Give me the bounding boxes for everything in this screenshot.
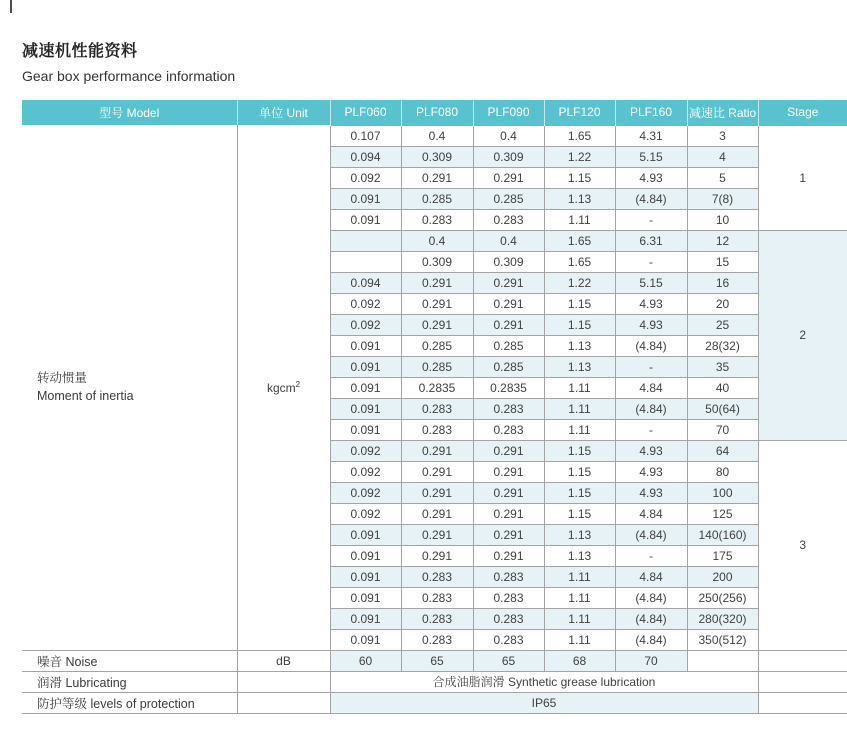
table-cell: -: [615, 209, 687, 230]
table-cell: 0.092: [330, 461, 401, 482]
table-cell: 0.091: [330, 629, 401, 650]
table-cell: 1.11: [544, 419, 615, 440]
table-cell: 1.15: [544, 503, 615, 524]
noise-label: 噪音 Noise: [22, 650, 237, 671]
noise-value-plf120: 68: [544, 650, 615, 671]
table-cell: 0.285: [401, 356, 473, 377]
table-cell: 28(32): [687, 335, 758, 356]
table-cell: 6.31: [615, 230, 687, 251]
noise-ratio-empty-cell: [687, 650, 758, 671]
table-cell: 1.11: [544, 398, 615, 419]
table-cell: 16: [687, 272, 758, 293]
table-cell: 0.091: [330, 545, 401, 566]
lubricating-label: 润滑 Lubricating: [22, 671, 237, 692]
table-cell: 10: [687, 209, 758, 230]
table-cell: (4.84): [615, 335, 687, 356]
table-cell: 0.291: [473, 167, 544, 188]
table-cell: 0.283: [473, 608, 544, 629]
table-cell: 0.091: [330, 566, 401, 587]
table-cell: [330, 251, 401, 272]
page-title-zh: 减速机性能资料: [22, 43, 138, 60]
table-cell: 0.4: [401, 230, 473, 251]
table-cell: 0.291: [401, 440, 473, 461]
lubricating-unit-empty-cell: [237, 671, 330, 692]
table-cell: 0.283: [401, 587, 473, 608]
table-cell: 0.092: [330, 314, 401, 335]
table-cell: 280(320): [687, 608, 758, 629]
table-cell: 0.283: [401, 608, 473, 629]
table-cell: -: [615, 419, 687, 440]
table-cell: 0.091: [330, 608, 401, 629]
table-cell: 1.13: [544, 356, 615, 377]
noise-value-plf160: 70: [615, 650, 687, 671]
table-cell: 1.22: [544, 272, 615, 293]
table-cell: 0.092: [330, 167, 401, 188]
table-cell: 0.291: [401, 482, 473, 503]
table-cell: 4.84: [615, 566, 687, 587]
table-cell: 1.13: [544, 335, 615, 356]
table-cell: 0.4: [473, 230, 544, 251]
table-cell: 4.93: [615, 461, 687, 482]
table-cell: 4.93: [615, 314, 687, 335]
table-cell: 0.291: [473, 482, 544, 503]
unit-value: kgcm$^2$: [237, 125, 330, 650]
table-cell: 40: [687, 377, 758, 398]
table-cell: 0.4: [401, 125, 473, 146]
table-cell: (4.84): [615, 608, 687, 629]
page-title-en: Gear box performance information: [22, 68, 236, 84]
table-cell: (4.84): [615, 629, 687, 650]
table-cell: 4.93: [615, 440, 687, 461]
table-cell: 1.13: [544, 545, 615, 566]
table-cell: 0.091: [330, 398, 401, 419]
table-cell: 0.4: [473, 125, 544, 146]
moment-label-zh: 转动惯量: [37, 371, 88, 386]
stage-cell: 2: [758, 230, 847, 440]
table-row: [22, 125, 847, 146]
table-cell: 7(8): [687, 188, 758, 209]
table-cell: 0.091: [330, 587, 401, 608]
table-cell: 4.93: [615, 482, 687, 503]
table-cell: 0.291: [401, 167, 473, 188]
table-cell: 0.2835: [473, 377, 544, 398]
header-model: 型号 Model: [22, 100, 237, 125]
table-cell: [330, 230, 401, 251]
protection-stage-empty-cell: [758, 692, 847, 713]
table-cell: 0.309: [401, 251, 473, 272]
table-cell: 1.11: [544, 608, 615, 629]
table-cell: 5: [687, 167, 758, 188]
moment-of-inertia-label: [22, 125, 237, 650]
header-plf090: PLF090: [473, 100, 544, 125]
table-cell: 250(256): [687, 587, 758, 608]
table-cell: 0.291: [401, 524, 473, 545]
header-plf060: PLF060: [330, 100, 401, 125]
table-cell: 0.091: [330, 419, 401, 440]
page-edge-mark: [10, 0, 12, 13]
table-cell: 0.309: [401, 146, 473, 167]
table-cell: 0.285: [401, 188, 473, 209]
table-cell: 5.15: [615, 146, 687, 167]
table-cell: 1.65: [544, 125, 615, 146]
table-cell: (4.84): [615, 587, 687, 608]
performance-table: [22, 100, 847, 714]
table-cell: 0.283: [473, 566, 544, 587]
table-cell: 20: [687, 293, 758, 314]
table-cell: 25: [687, 314, 758, 335]
table-cell: 0.283: [473, 209, 544, 230]
table-cell: 1.15: [544, 440, 615, 461]
protection-unit-empty-cell: [237, 692, 330, 713]
lubricating-value: 合成油脂润滑 Synthetic grease lubrication: [330, 671, 758, 692]
table-cell: 50(64): [687, 398, 758, 419]
inertia-body: [22, 125, 847, 650]
table-cell: 0.291: [473, 524, 544, 545]
table-cell: 0.291: [473, 461, 544, 482]
protection-label: 防护等级 levels of protection: [22, 692, 237, 713]
table-cell: 0.283: [473, 419, 544, 440]
table-cell: 0.285: [473, 356, 544, 377]
table-cell: 15: [687, 251, 758, 272]
noise-value-plf090: 65: [473, 650, 544, 671]
stage-cell: 3: [758, 440, 847, 650]
table-cell: 100: [687, 482, 758, 503]
table-cell: 0.309: [473, 146, 544, 167]
table-cell: 1.11: [544, 587, 615, 608]
table-cell: 0.091: [330, 335, 401, 356]
lubricating-row: [22, 671, 847, 692]
table-cell: -: [615, 356, 687, 377]
table-cell: 0.291: [401, 293, 473, 314]
noise-row: [22, 650, 847, 671]
table-cell: 4.84: [615, 503, 687, 524]
table-cell: 0.091: [330, 209, 401, 230]
table-cell: 0.283: [401, 419, 473, 440]
header-plf120: PLF120: [544, 100, 615, 125]
table-cell: 0.094: [330, 146, 401, 167]
table-cell: 0.283: [473, 629, 544, 650]
table-cell: 1.15: [544, 293, 615, 314]
table-cell: 1.15: [544, 314, 615, 335]
table-cell: 0.291: [401, 461, 473, 482]
table-cell: 1.22: [544, 146, 615, 167]
table-cell: 0.094: [330, 272, 401, 293]
noise-unit: dB: [237, 650, 330, 671]
table-cell: 4.84: [615, 377, 687, 398]
table-cell: (4.84): [615, 524, 687, 545]
noise-value-plf060: 60: [330, 650, 401, 671]
table-cell: 0.283: [473, 587, 544, 608]
table-cell: 1.11: [544, 377, 615, 398]
table-cell: (4.84): [615, 398, 687, 419]
table-cell: 0.091: [330, 524, 401, 545]
table-cell: 350(512): [687, 629, 758, 650]
header-ratio: 减速比 Ratio: [687, 100, 758, 125]
table-cell: 4.93: [615, 167, 687, 188]
table-cell: 1.15: [544, 482, 615, 503]
table-cell: 0.092: [330, 503, 401, 524]
table-cell: 140(160): [687, 524, 758, 545]
table-cell: 0.092: [330, 293, 401, 314]
table-cell: 4.31: [615, 125, 687, 146]
table-cell: 1.13: [544, 524, 615, 545]
table-cell: 200: [687, 566, 758, 587]
header-plf080: PLF080: [401, 100, 473, 125]
table-cell: 0.283: [401, 629, 473, 650]
header-unit: 单位 Unit: [237, 100, 330, 125]
table-cell: 0.309: [473, 251, 544, 272]
table-cell: 0.092: [330, 440, 401, 461]
lubricating-stage-empty-cell: [758, 671, 847, 692]
table-cell: 0.291: [473, 272, 544, 293]
table-cell: 0.291: [401, 314, 473, 335]
table-header-row: [22, 100, 847, 125]
table-cell: 0.291: [473, 503, 544, 524]
table-cell: 0.291: [401, 272, 473, 293]
table-cell: 0.283: [473, 398, 544, 419]
table-cell: 12: [687, 230, 758, 251]
table-cell: 175: [687, 545, 758, 566]
table-cell: 0.091: [330, 377, 401, 398]
table-cell: 0.285: [401, 335, 473, 356]
table-cell: 3: [687, 125, 758, 146]
table-cell: -: [615, 251, 687, 272]
table-cell: 0.283: [401, 209, 473, 230]
protection-row: [22, 692, 847, 713]
table-cell: 0.291: [401, 545, 473, 566]
table-cell: 1.11: [544, 629, 615, 650]
table-cell: 1.15: [544, 167, 615, 188]
table-cell: 70: [687, 419, 758, 440]
table-cell: 0.285: [473, 335, 544, 356]
table-cell: 1.15: [544, 461, 615, 482]
table-cell: 1.65: [544, 251, 615, 272]
table-cell: 0.291: [473, 293, 544, 314]
table-cell: 5.15: [615, 272, 687, 293]
table-cell: 0.291: [473, 545, 544, 566]
table-cell: -: [615, 545, 687, 566]
table-cell: 0.2835: [401, 377, 473, 398]
table-cell: 35: [687, 356, 758, 377]
table-cell: 0.092: [330, 482, 401, 503]
header-plf160: PLF160: [615, 100, 687, 125]
table-cell: 0.283: [401, 566, 473, 587]
table-cell: 0.091: [330, 356, 401, 377]
table-cell: 0.291: [473, 440, 544, 461]
table-cell: (4.84): [615, 188, 687, 209]
table-cell: 125: [687, 503, 758, 524]
table-cell: 1.13: [544, 188, 615, 209]
noise-stage-empty-cell: [758, 650, 847, 671]
table-cell: 80: [687, 461, 758, 482]
table-cell: 1.11: [544, 209, 615, 230]
moment-label-en: Moment of inertia: [37, 389, 134, 404]
table-cell: 64: [687, 440, 758, 461]
stage-cell: 1: [758, 125, 847, 230]
table-cell: 0.091: [330, 188, 401, 209]
protection-value: IP65: [330, 692, 758, 713]
table-cell: 0.283: [401, 398, 473, 419]
table-cell: 0.107: [330, 125, 401, 146]
table-cell: 4: [687, 146, 758, 167]
table-cell: 0.285: [473, 188, 544, 209]
table-cell: 0.291: [473, 314, 544, 335]
header-stage: Stage: [758, 100, 847, 125]
table-cell: 0.291: [401, 503, 473, 524]
table-cell: 1.65: [544, 230, 615, 251]
table-cell: 4.93: [615, 293, 687, 314]
footer-body: [22, 650, 847, 713]
table-cell: 1.11: [544, 566, 615, 587]
noise-value-plf080: 65: [401, 650, 473, 671]
title-block: [0, 0, 847, 84]
